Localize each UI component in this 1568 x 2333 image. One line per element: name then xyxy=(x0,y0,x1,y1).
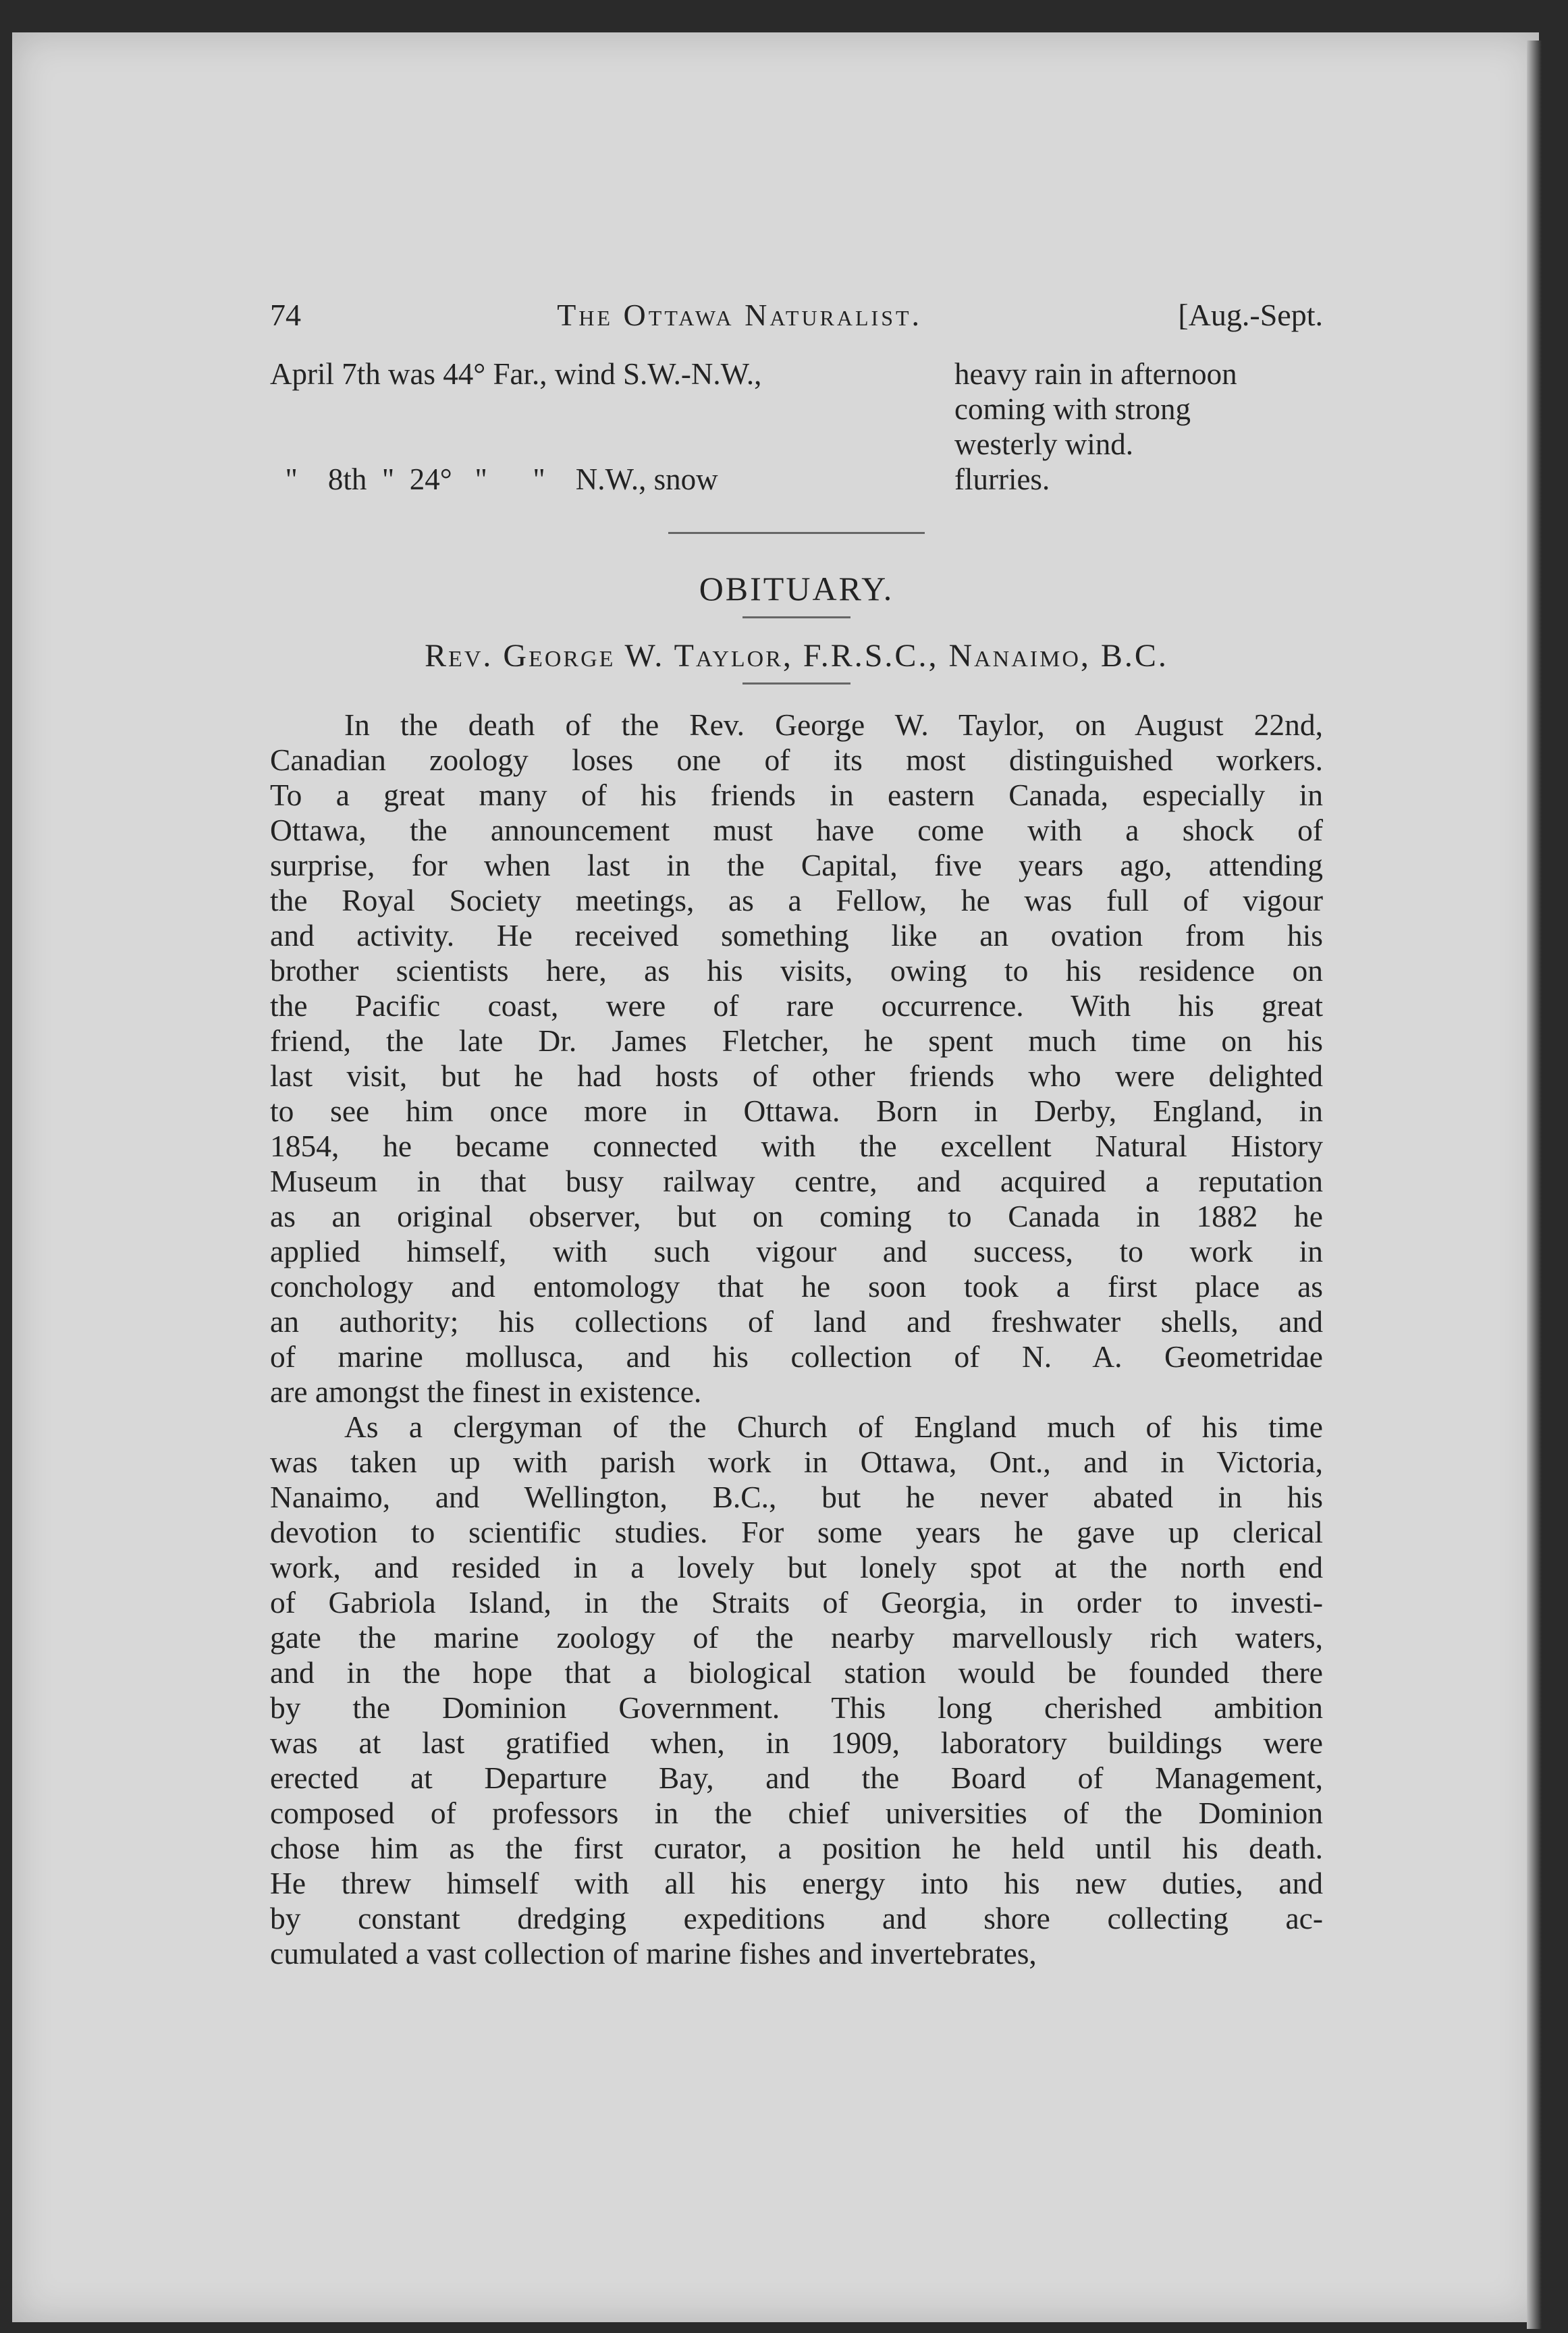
text-line: erected at Departure Bay, and the Board of Management, xyxy=(270,1761,1323,1795)
text-line: by the Dominion Government. This long cherished ambition xyxy=(270,1690,1323,1725)
weather-row-label: April 7th was 44° Far., wind S.W.-N.W., xyxy=(270,357,762,391)
text-line: to see him once more in Ottawa. Born in Derby, England, in xyxy=(270,1094,1323,1128)
text-line: was taken up with parish work in Ottawa, Ont., and in Victoria, xyxy=(270,1445,1323,1479)
text-line: Nanaimo, and Wellington, B.C., but he never abated in his xyxy=(270,1480,1323,1514)
text-line: was at last gratified when, in 1909, laboratory buildings were xyxy=(270,1725,1323,1760)
text-line: the Royal Society meetings, as a Fellow, he was full of vigour xyxy=(270,883,1323,917)
journal-title: The Ottawa Naturalist. xyxy=(557,298,923,332)
text-line: cumulated a vast collection of marine fishes and invertebrates, xyxy=(270,1936,1037,1970)
weather-row xyxy=(270,462,1323,497)
text-line: applied himself, with such vigour and success, to work in xyxy=(270,1234,1323,1268)
text-line: To a great many of his friends in eastern Canada, especially in xyxy=(270,778,1323,812)
running-head xyxy=(270,297,1323,344)
obituary-subtitle: Rev. George W. Taylor, F.R.S.C., Nanaimo, B.C. xyxy=(425,638,1168,674)
text-line: the Pacific coast, were of rare occurrence. With his great xyxy=(270,988,1323,1023)
text-line: of marine mollusca, and his collection of N. A. Geometridae xyxy=(270,1339,1323,1374)
text-line: In the death of the Rev. George W. Taylor, on August 22nd, xyxy=(344,707,1323,742)
weather-desc-line: coming with strong xyxy=(954,392,1191,426)
weather-notes xyxy=(270,356,1323,497)
text-line: chose him as the first curator, a position he held until his death. xyxy=(270,1831,1323,1865)
section-divider xyxy=(668,532,925,534)
text-line: of Gabriola Island, in the Straits of Georgia, in order to investi- xyxy=(270,1585,1323,1619)
text-line: as an original observer, but on coming to Canada in 1882 he xyxy=(270,1199,1323,1233)
weather-desc-line: westerly wind. xyxy=(954,427,1133,461)
text-line: As a clergyman of the Church of England much of his time xyxy=(344,1410,1323,1444)
text-line: Canadian zoology loses one of its most distinguished workers. xyxy=(270,743,1323,777)
text-line: composed of professors in the chief universities of the Dominion xyxy=(270,1796,1323,1830)
page-content xyxy=(270,297,1323,1971)
text-line: brother scientists here, as his visits, owing to his residence on xyxy=(270,953,1323,988)
text-line: surprise, for when last in the Capital, five years ago, attending xyxy=(270,848,1323,882)
section-title: OBITUARY. xyxy=(699,570,894,608)
weather-desc-line: flurries. xyxy=(954,462,1050,496)
text-line: and activity. He received something like an ovation from his xyxy=(270,918,1323,953)
text-line: Museum in that busy railway centre, and acquired a reputation xyxy=(270,1164,1323,1198)
weather-row xyxy=(270,356,1323,462)
text-line: by constant dredging expeditions and shore collecting ac- xyxy=(270,1901,1323,1935)
text-line: work, and resided in a lovely but lonely spot at the north end xyxy=(270,1550,1323,1584)
paragraph-2 xyxy=(270,1410,1323,1971)
text-line: and in the hope that a biological station would be founded there xyxy=(270,1655,1323,1690)
paragraph-1 xyxy=(270,707,1323,1410)
text-line: 1854, he became connected with the excellent Natural History xyxy=(270,1129,1323,1163)
text-line: Ottawa, the announcement must have come with a shock of xyxy=(270,813,1323,847)
subtitle-rule xyxy=(742,682,850,685)
issue-date: [Aug.-Sept. xyxy=(1178,298,1323,332)
weather-row-label: " 8th " 24° " " N.W., snow xyxy=(270,462,718,496)
weather-row-description xyxy=(954,356,1323,462)
text-line: an authority; his collections of land and freshwater shells, and xyxy=(270,1304,1323,1339)
title-rule xyxy=(742,616,850,618)
page-edge-shadow xyxy=(1527,41,1542,2329)
text-line: devotion to scientific studies. For some years he gave up clerical xyxy=(270,1515,1323,1549)
text-line: last visit, but he had hosts of other friends who were delighted xyxy=(270,1058,1323,1093)
text-line: are amongst the finest in existence. xyxy=(270,1374,702,1409)
page-number: 74 xyxy=(270,298,301,332)
text-line: He threw himself with all his energy into his new duties, and xyxy=(270,1866,1323,1900)
text-line: conchology and entomology that he soon took a first place as xyxy=(270,1269,1323,1304)
weather-row-description xyxy=(954,462,1323,497)
weather-desc-line: heavy rain in afternoon xyxy=(954,357,1237,391)
text-line: friend, the late Dr. James Fletcher, he spent much time on his xyxy=(270,1023,1323,1058)
text-line: gate the marine zoology of the nearby marvellously rich waters, xyxy=(270,1620,1323,1655)
